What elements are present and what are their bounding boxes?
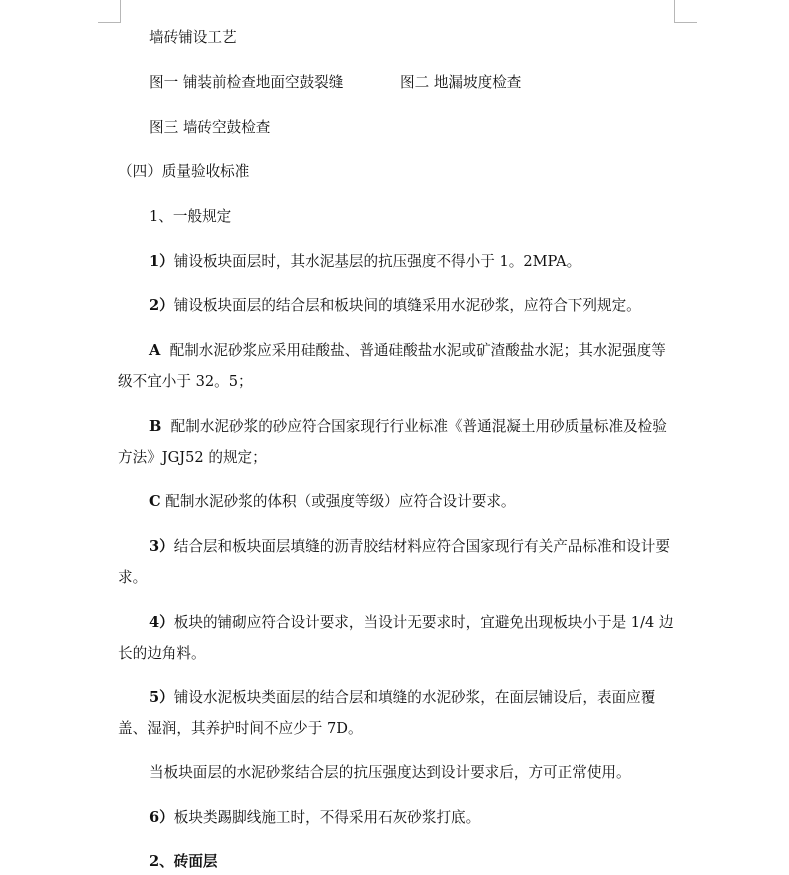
- rule-a-letter: A: [149, 342, 161, 359]
- rule-c: [118, 486, 676, 517]
- rule-6-text: 板块类踢脚线施工时，不得采用石灰砂浆打底。: [173, 809, 481, 826]
- rule-2-number: 2）: [149, 297, 174, 314]
- rule-2: [118, 290, 676, 321]
- rule-5: [118, 682, 676, 744]
- rule-a: [118, 335, 676, 397]
- paragraph-wall-tile-process: 墙砖铺设工艺: [149, 29, 237, 46]
- rule-6-number: 6）: [149, 809, 174, 826]
- subsection-brick-surface: 2、砖面层: [149, 853, 218, 870]
- rule-a-text: 配制水泥砂浆应采用硅酸盐、普通硅酸盐水泥或矿渣酸盐水泥；其水泥强度等级不宜小于 32。5；: [118, 342, 666, 390]
- section-heading-quality-acceptance: （四）质量验收标准: [118, 163, 250, 180]
- rule-6: [118, 802, 676, 833]
- rule-1-text: 铺设板块面层时，其水泥基层的抗压强度不得小于 1。2MPA。: [173, 253, 582, 270]
- rule-3: [118, 531, 676, 593]
- rule-c-letter: C: [149, 493, 161, 510]
- figure-2-caption: 图二 地漏坡度检查: [400, 74, 522, 91]
- rule-b-letter: B: [149, 418, 162, 435]
- rule-4: [118, 607, 676, 669]
- rule-5-text: 铺设水泥板块类面层的结合层和填缝的水泥砂浆，在面层铺设后，表面应覆盖、湿润，其养护时间不应少于 7D。: [118, 689, 656, 737]
- rule-b-text: 配制水泥砂浆的砂应符合国家现行行业标准《普通混凝土用砂质量标准及检验方法》JGJ52 的规定；: [118, 418, 667, 466]
- rule-3-text: 结合层和板块面层填缝的沥青胶结材料应符合国家现行有关产品标准和设计要求。: [118, 538, 670, 586]
- note-usage-after-strength: 当板块面层的水泥砂浆结合层的抗压强度达到设计要求后，方可正常使用。: [149, 764, 631, 781]
- rule-3-number: 3）: [149, 538, 174, 555]
- rule-5-number: 5）: [149, 689, 174, 706]
- subsection-general-provisions: 1、一般规定: [149, 208, 232, 225]
- figure-3-caption: 图三 墙砖空鼓检查: [149, 119, 271, 136]
- figure-1-caption: 图一 铺装前检查地面空鼓裂缝: [149, 74, 344, 91]
- rule-2-text: 铺设板块面层的结合层和板块间的填缝采用水泥砂浆，应符合下列规定。: [173, 297, 641, 314]
- paragraph-figure-captions: [118, 67, 676, 98]
- rule-b: [118, 411, 676, 473]
- rule-4-text: 板块的铺砌应符合设计要求，当设计无要求时，宜避免出现板块小于是 1/4 边长的边角料。: [118, 614, 674, 662]
- rule-1: [118, 246, 676, 277]
- rule-1-number: 1）: [149, 253, 174, 270]
- rule-4-number: 4）: [149, 614, 174, 631]
- rule-c-text: 配制水泥砂浆的体积（或强度等级）应符合设计要求。: [165, 493, 516, 510]
- page-corner-mark-top-left: [98, 0, 121, 23]
- page-corner-mark-top-right: [674, 0, 697, 23]
